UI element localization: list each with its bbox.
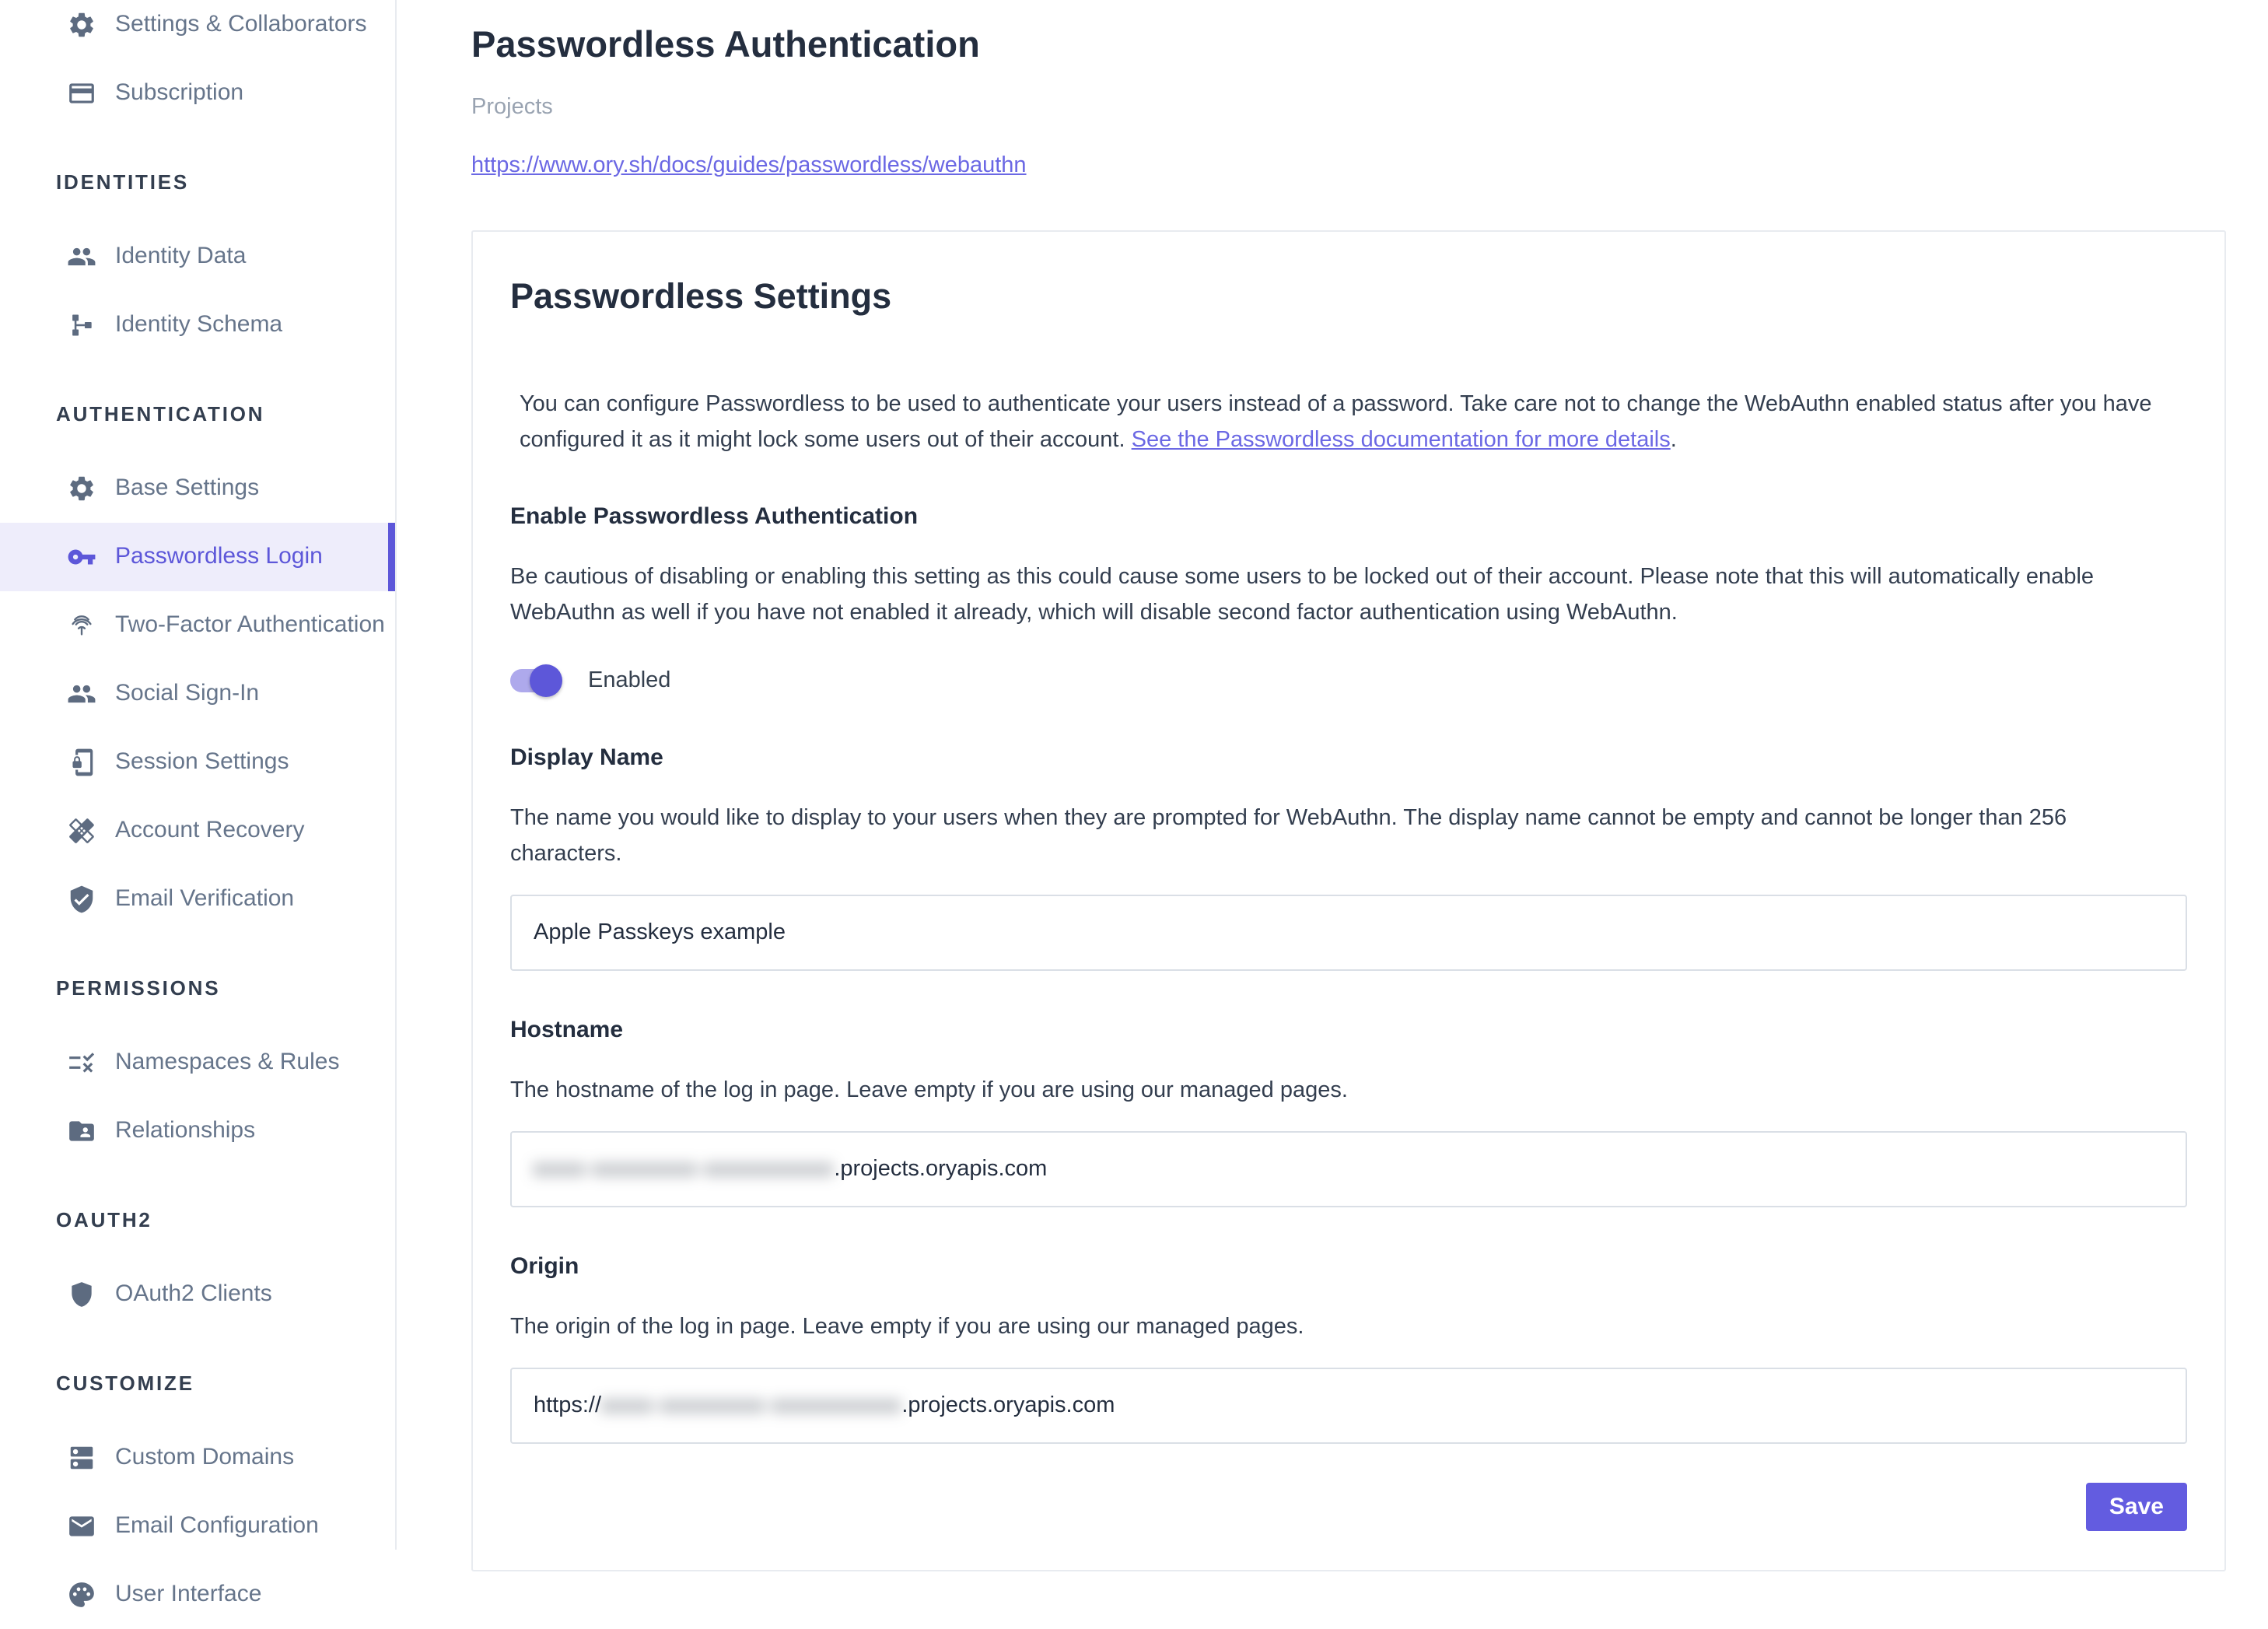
sidebar-item-label: Base Settings [115,475,260,500]
webauthn-docs-link[interactable]: https://www.ory.sh/docs/guides/passwordless/webauthn [471,152,1027,177]
intro-suffix: . [1670,426,1677,452]
shield-icon [67,1280,96,1309]
people-icon [67,242,96,272]
sidebar-item-label: Passwordless Login [115,543,323,569]
sidebar-item-label: OAuth2 Clients [115,1280,272,1306]
sidebar-item-settings-collaborators[interactable] [0,0,395,59]
sidebar-item-subscription[interactable] [0,59,395,128]
hostname-label: Hostname [510,1016,624,1042]
gear-icon [67,474,96,503]
shield-check-icon [67,885,96,914]
toggle-knob [530,664,562,697]
sidebar-item-label: Two-Factor Authentication [115,611,385,637]
card-title: Passwordless Settings [510,275,892,316]
device-lock-icon [67,748,96,777]
hostname-description: The hostname of the log in page. Leave empty if you are using our managed pages. [510,1077,1348,1102]
breadcrumb[interactable]: Projects [471,94,553,120]
sidebar-item-label: User Interface [115,1581,262,1606]
sidebar-section-customize: CUSTOMIZE [56,1371,194,1395]
sidebar-item-namespaces-rules[interactable] [0,1028,395,1097]
sidebar-item-email-configuration[interactable] [0,1492,395,1561]
sidebar-item-label: Subscription [115,79,244,105]
schema-icon [67,310,96,340]
sidebar-section-authentication: AUTHENTICATION [56,401,265,426]
sidebar-item-label: Email Verification [115,885,295,911]
main-content [397,0,2268,1550]
sidebar-section-permissions: PERMISSIONS [56,976,221,1000]
sidebar-section-identities: IDENTITIES [56,170,190,194]
display-name-description: The name you would like to display to your users when they are prompted for WebAuthn. The display name cannot be empty and cannot be longer than 256 characters. [510,804,2067,866]
passwordless-docs-link[interactable]: See the Passwordless documentation for more details [1131,426,1671,452]
page-title: Passwordless Authentication [471,23,980,65]
passwordless-toggle[interactable] [510,669,560,692]
sidebar-item-passwordless-login[interactable] [0,523,395,591]
enable-passwordless-description: Be cautious of disabling or enabling this setting as this could cause some users to be locked out of their account. Please note that this will automatically enable WebAuthn as well if you have not enabled it already, which will disable second factor authentication using WebAuthn. [510,563,2095,625]
sidebar-nav [0,0,395,1629]
save-row [510,1483,2187,1531]
envelope-icon [67,1512,96,1541]
display-name-label: Display Name [510,744,663,770]
sidebar-item-email-verification[interactable] [0,865,395,934]
origin-description: The origin of the log in page. Leave empty if you are using our managed pages. [510,1313,1304,1339]
sidebar-item-relationships[interactable] [0,1097,395,1165]
sidebar-item-label: Settings & Collaborators [115,11,367,37]
origin-suffix: .projects.oryapis.com [901,1393,1115,1418]
sidebar-item-custom-domains[interactable] [0,1424,395,1492]
toggle-state-label: Enabled [588,667,671,693]
sidebar-item-label: Social Sign-In [115,680,260,706]
origin-prefix: https:// [534,1393,602,1418]
sidebar-item-oauth2-clients[interactable] [0,1260,395,1329]
redacted-subdomain: xxxx-xxxxxxxx-xxxxxxxxxx [534,1156,835,1182]
sidebar-item-social-sign-in[interactable] [0,660,395,728]
intro-text: You can configure Passwordless to be used to authenticate your users instead of a password. Take care not to change the WebAuthn enabled status after you have configured it as it might lock some users out of their account. [520,391,2152,452]
display-name-input[interactable] [510,895,2187,971]
people-icon [67,679,96,709]
redacted-subdomain: xxxx-xxxxxxxx-xxxxxxxxxx [601,1393,902,1418]
sidebar [0,0,397,1606]
sidebar-item-label: Relationships [115,1117,256,1143]
sidebar-item-account-recovery[interactable] [0,797,395,865]
hostname-input[interactable] [510,1131,2187,1207]
credit-card-icon [67,79,96,108]
sidebar-item-identity-schema[interactable] [0,291,395,359]
sidebar-item-base-settings[interactable] [0,454,395,523]
sidebar-item-label: Custom Domains [115,1444,295,1470]
save-button[interactable]: Save [2086,1483,2187,1531]
server-icon [67,1443,96,1473]
sidebar-item-label: Session Settings [115,748,289,774]
gear-icon [67,10,96,40]
sidebar-item-two-factor[interactable] [0,591,395,660]
enable-passwordless-label: Enable Passwordless Authentication [510,503,919,529]
sidebar-item-session-settings[interactable] [0,728,395,797]
key-icon [67,542,96,572]
sidebar-item-identity-data[interactable] [0,222,395,291]
sidebar-item-label: Email Configuration [115,1512,319,1538]
intro-paragraph [510,386,2184,457]
enable-toggle-row [510,663,2187,699]
passwordless-settings-card [471,230,2226,1571]
bandage-icon [67,816,96,846]
origin-label: Origin [510,1252,579,1279]
folder-person-icon [67,1116,96,1146]
rule-icon [67,1048,96,1077]
sidebar-section-oauth2: OAUTH2 [56,1207,152,1231]
sidebar-item-label: Account Recovery [115,817,305,843]
fingerprint-icon [67,611,96,640]
origin-input[interactable] [510,1368,2187,1444]
sidebar-item-label: Identity Data [115,243,247,268]
hostname-suffix: .projects.oryapis.com [834,1156,1048,1182]
palette-icon [67,1580,96,1610]
sidebar-item-label: Namespaces & Rules [115,1049,340,1074]
sidebar-item-label: Identity Schema [115,311,283,337]
sidebar-item-user-interface[interactable] [0,1561,395,1629]
